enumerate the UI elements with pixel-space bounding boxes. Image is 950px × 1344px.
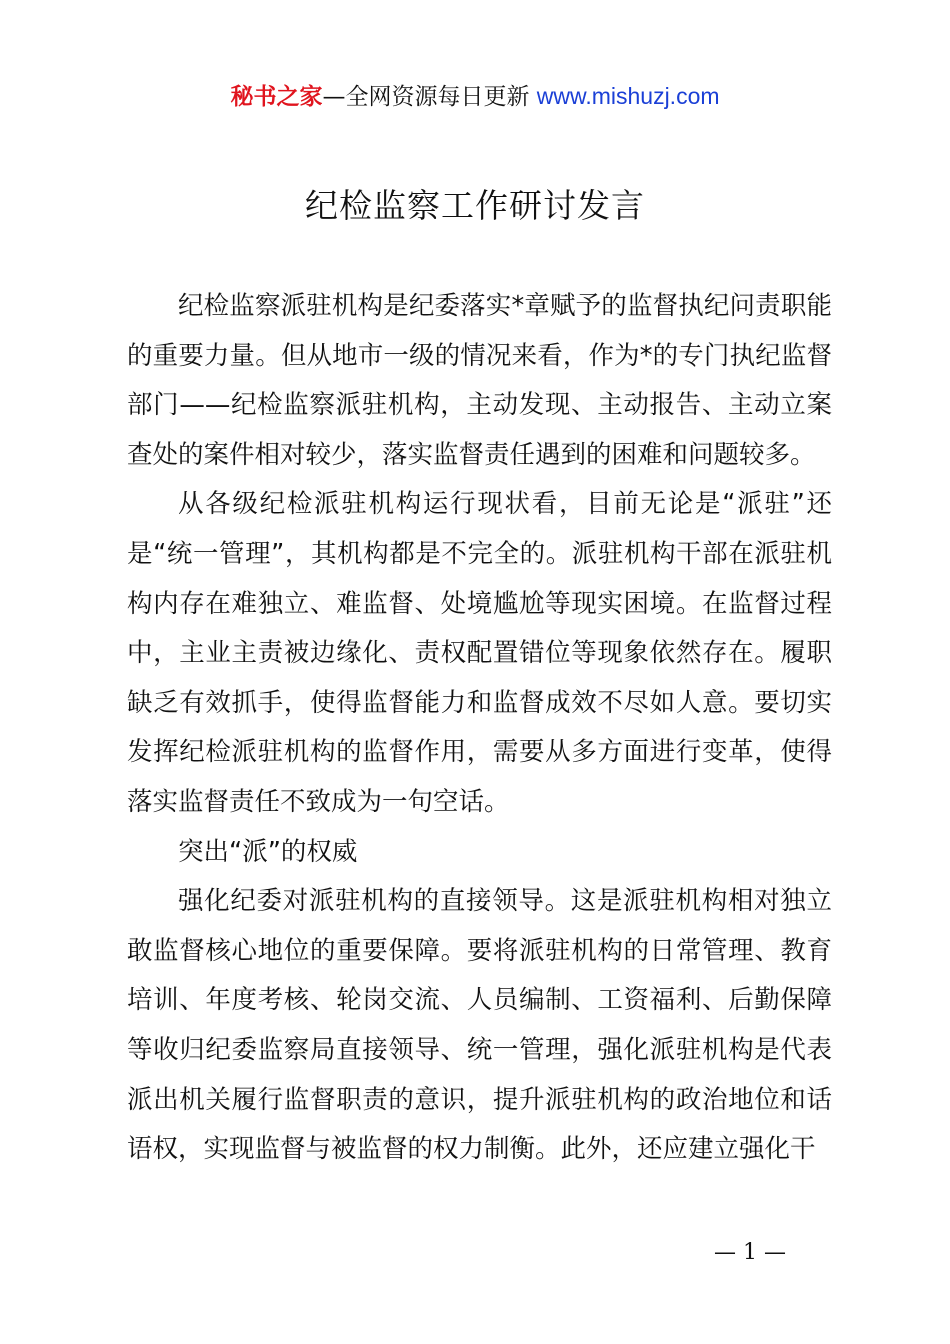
site-url-link[interactable]: www.mishuzj.com <box>536 83 720 109</box>
paragraph-1: 纪检监察派驻机构是纪委落实*章赋予的监督执纪问责职能的重要力量。但从地市一级的情况来看，作为*的专门执纪监督部门——纪检监察派驻机构，主动发现、主动报告、主动立案查处的案件相对较少，落实监督责任遇到的困难和问题较多。 <box>127 291 832 470</box>
section-heading: 突出“派”的权威 <box>178 836 358 867</box>
site-brand: 秘书之家 <box>230 84 323 110</box>
document-title: 纪检监察工作研讨发言 <box>305 186 645 225</box>
page-number: — 1 — <box>714 1240 786 1265</box>
site-tagline: —全网资源每日更新 <box>322 84 537 110</box>
paragraph-2: 从各级纪检派驻机构运行现状看，目前无论是“派驻”还是“统一管理”，其机构都是不完全的。派驻机构干部在派驻机构内存在难独立、难监督、处境尴尬等现实困境。在监督过程中，主业主责被边缘化、责权配置错位等现象依然存在。履职缺乏有效抓手，使得监督能力和监督成效不尽如人意。要切实发挥纪检派驻机构的监督作用，需要从多方面进行变革，使得落实监督责任不致成为一句空话。 <box>127 489 832 817</box>
paragraph-3: 强化纪委对派驻机构的直接领导。这是派驻机构相对独立敢监督核心地位的重要保障。要将派驻机构的日常管理、教育培训、年度考核、轮岗交流、人员编制、工资福利、后勤保障等收归纪委监察局直接领导、统一管理，强化派驻机构是代表派出机关履行监督职责的意识，提升派驻机构的政治地位和话语权，实现监督与被监督的权力制衡。此外，还应建立强化干 <box>127 886 832 1165</box>
document-body <box>127 282 832 1175</box>
site-header <box>0 80 950 113</box>
